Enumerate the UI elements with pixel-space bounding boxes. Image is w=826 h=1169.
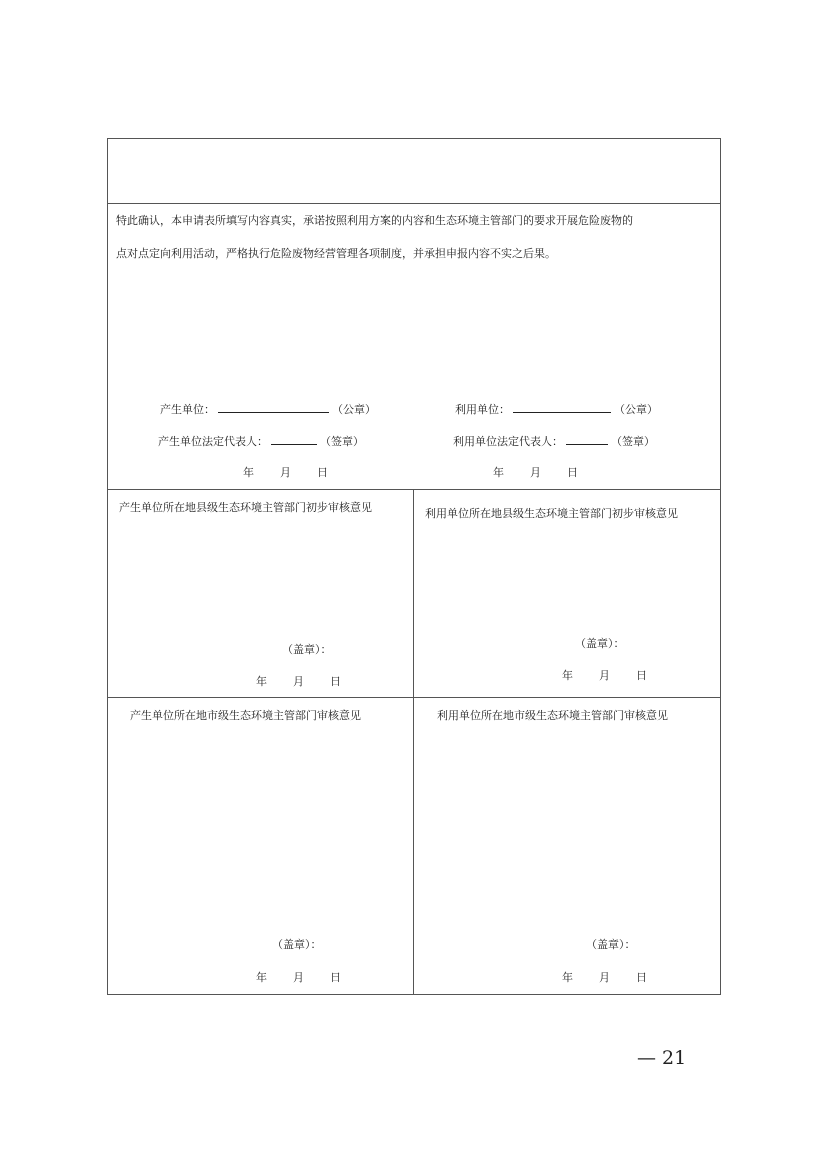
user-unit-label: 利用单位： bbox=[455, 403, 510, 416]
user-sign-label: （签章） bbox=[611, 435, 655, 448]
declaration-line-1: 特此确认，本申请表所填写内容真实，承诺按照利用方案的内容和生态环境主管部门的要求开展危险废物的 bbox=[116, 214, 633, 227]
producer-unit-label: 产生单位： bbox=[160, 403, 215, 416]
county-producer-date: 年 月 日 bbox=[256, 675, 341, 688]
user-rep-blank[interactable] bbox=[566, 433, 608, 445]
row-divider-3 bbox=[107, 697, 721, 698]
producer-sign-label: （签章） bbox=[320, 435, 364, 448]
producer-date: 年 月 日 bbox=[243, 466, 328, 479]
application-table bbox=[107, 138, 721, 995]
county-producer-stamp: （盖章）： bbox=[282, 643, 332, 656]
user-rep-label: 利用单位法定代表人： bbox=[453, 435, 563, 448]
county-user-stamp: （盖章）： bbox=[575, 637, 625, 650]
row-divider-2 bbox=[107, 489, 721, 490]
column-divider bbox=[413, 489, 414, 995]
user-seal-label: （公章） bbox=[614, 403, 658, 416]
producer-unit-row bbox=[160, 401, 376, 417]
producer-seal-label: （公章） bbox=[332, 403, 376, 416]
user-rep-row bbox=[453, 433, 655, 449]
producer-rep-label: 产生单位法定代表人： bbox=[158, 435, 268, 448]
city-user-date: 年 月 日 bbox=[562, 971, 647, 984]
declaration-line-2: 点对点定向利用活动，严格执行危险废物经营管理各项制度，并承担申报内容不实之后果。 bbox=[116, 247, 556, 260]
page-number: — 21 bbox=[637, 1047, 687, 1069]
producer-unit-blank[interactable] bbox=[218, 401, 329, 413]
city-producer-date: 年 月 日 bbox=[256, 971, 341, 984]
city-user-stamp: （盖章）： bbox=[586, 938, 636, 951]
city-producer-stamp: （盖章）： bbox=[272, 938, 322, 951]
producer-rep-blank[interactable] bbox=[271, 433, 317, 445]
city-user-review-title: 利用单位所在地市级生态环境主管部门审核意见 bbox=[437, 709, 668, 722]
user-unit-row bbox=[455, 401, 658, 417]
user-unit-blank[interactable] bbox=[513, 401, 611, 413]
row-divider-1 bbox=[107, 203, 721, 204]
county-producer-review-title: 产生单位所在地县级生态环境主管部门初步审核意见 bbox=[119, 501, 372, 514]
county-user-review-title: 利用单位所在地县级生态环境主管部门初步审核意见 bbox=[425, 507, 678, 520]
county-user-date: 年 月 日 bbox=[562, 669, 647, 682]
user-date: 年 月 日 bbox=[493, 466, 578, 479]
producer-rep-row bbox=[158, 433, 364, 449]
city-producer-review-title: 产生单位所在地市级生态环境主管部门审核意见 bbox=[130, 709, 361, 722]
